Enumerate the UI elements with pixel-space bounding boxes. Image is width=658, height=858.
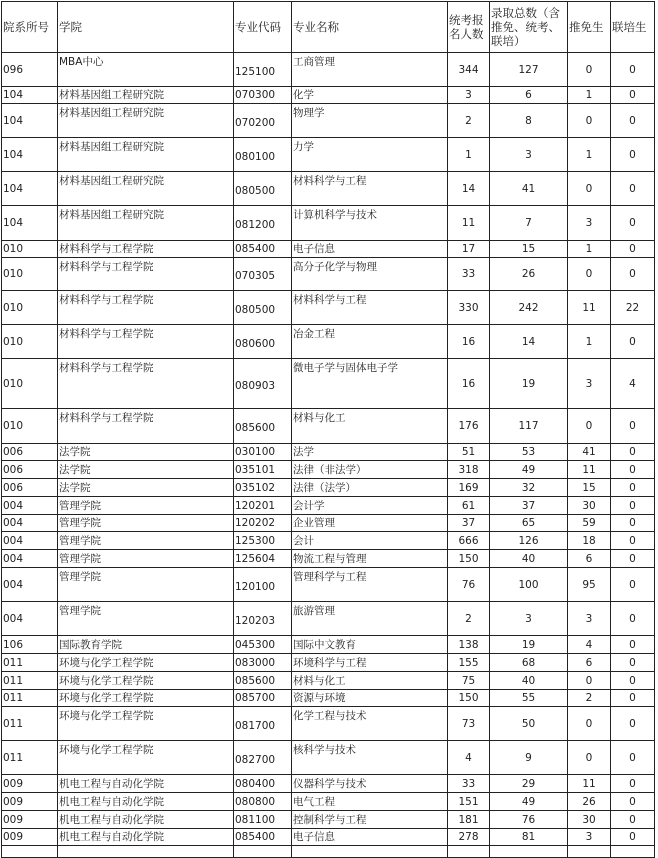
- cell-applicants: 155: [448, 654, 490, 672]
- table-row: [2, 497, 655, 515]
- cell-empty: [234, 846, 292, 858]
- cell-applicants: 150: [448, 690, 490, 707]
- cell-applicants: 14: [448, 172, 490, 206]
- cell-recommended: 1: [568, 138, 611, 172]
- cell-major-name: 会计学: [292, 497, 448, 515]
- cell-dept-no: 004: [2, 532, 58, 550]
- cell-dept-no: 104: [2, 138, 58, 172]
- cell-dept-no: 011: [2, 690, 58, 707]
- table-row: [2, 602, 655, 636]
- cell-major-name: 电子信息: [292, 241, 448, 258]
- cell-recommended: 0: [568, 172, 611, 206]
- cell-dept-no: 011: [2, 741, 58, 775]
- cell-dept-no: 006: [2, 479, 58, 497]
- cell-dept-no: 004: [2, 602, 58, 636]
- table-row: [2, 707, 655, 741]
- cell-joint: 0: [611, 793, 655, 811]
- cell-joint: 0: [611, 172, 655, 206]
- cell-dept-no: 009: [2, 793, 58, 811]
- cell-recommended: 26: [568, 793, 611, 811]
- header-dept-no: 院系所号: [2, 2, 58, 53]
- cell-joint: 0: [611, 479, 655, 497]
- cell-recommended: 41: [568, 444, 611, 461]
- table-row: [2, 104, 655, 138]
- cell-school: 材料科学与工程学院: [58, 291, 234, 325]
- cell-school: 管理学院: [58, 550, 234, 568]
- cell-school: 机电工程与自动化学院: [58, 793, 234, 811]
- cell-major-code: 083000: [234, 654, 292, 672]
- cell-major-code: 080600: [234, 325, 292, 359]
- table-row: [2, 636, 655, 654]
- cell-major-name: 管理科学与工程: [292, 568, 448, 602]
- cell-major-code: 080500: [234, 172, 292, 206]
- cell-empty: [490, 846, 568, 858]
- cell-joint: 0: [611, 409, 655, 444]
- cell-joint: 0: [611, 138, 655, 172]
- cell-major-code: 120201: [234, 497, 292, 515]
- cell-applicants: 17: [448, 241, 490, 258]
- table-row: [2, 206, 655, 241]
- cell-admitted-total: 49: [490, 461, 568, 479]
- cell-admitted-total: 14: [490, 325, 568, 359]
- table-row: [2, 409, 655, 444]
- cell-major-code: 085600: [234, 409, 292, 444]
- header-school: 学院: [58, 2, 234, 53]
- cell-recommended: 15: [568, 479, 611, 497]
- cell-applicants: 344: [448, 53, 490, 87]
- cell-dept-no: 010: [2, 409, 58, 444]
- cell-applicants: 666: [448, 532, 490, 550]
- header-row: [2, 2, 655, 53]
- cell-school: 管理学院: [58, 532, 234, 550]
- cell-joint: 0: [611, 461, 655, 479]
- table-row: [2, 775, 655, 793]
- cell-applicants: 138: [448, 636, 490, 654]
- cell-admitted-total: 100: [490, 568, 568, 602]
- cell-dept-no: 104: [2, 172, 58, 206]
- cell-school: 材料科学与工程学院: [58, 241, 234, 258]
- cell-joint: 0: [611, 690, 655, 707]
- cell-major-name: 仪器科学与技术: [292, 775, 448, 793]
- cell-major-name: 材料与化工: [292, 409, 448, 444]
- cell-dept-no: 011: [2, 654, 58, 672]
- cell-school: 材料科学与工程学院: [58, 409, 234, 444]
- cell-admitted-total: 50: [490, 707, 568, 741]
- cell-applicants: 278: [448, 829, 490, 846]
- cell-recommended: 6: [568, 550, 611, 568]
- cell-recommended: 0: [568, 104, 611, 138]
- cell-dept-no: 006: [2, 444, 58, 461]
- cell-school: 机电工程与自动化学院: [58, 829, 234, 846]
- cell-dept-no: 009: [2, 811, 58, 829]
- cell-admitted-total: 3: [490, 138, 568, 172]
- cell-school: 材料科学与工程学院: [58, 325, 234, 359]
- cell-dept-no: 106: [2, 636, 58, 654]
- cell-school: 材料基因组工程研究院: [58, 172, 234, 206]
- cell-applicants: 11: [448, 206, 490, 241]
- cell-school: 材料基因组工程研究院: [58, 206, 234, 241]
- header-recommended: 推免生: [568, 2, 611, 53]
- table-row: [2, 53, 655, 87]
- cell-school: MBA中心: [58, 53, 234, 87]
- cell-major-name: 计算机科学与技术: [292, 206, 448, 241]
- cell-applicants: 33: [448, 775, 490, 793]
- cell-major-code: 120202: [234, 515, 292, 532]
- cell-major-code: 035101: [234, 461, 292, 479]
- cell-joint: 0: [611, 444, 655, 461]
- cell-major-code: 085400: [234, 241, 292, 258]
- cell-dept-no: 009: [2, 775, 58, 793]
- cell-applicants: 176: [448, 409, 490, 444]
- cell-admitted-total: 26: [490, 258, 568, 291]
- cell-major-name: 电气工程: [292, 793, 448, 811]
- cell-major-name: 高分子化学与物理: [292, 258, 448, 291]
- cell-major-name: 旅游管理: [292, 602, 448, 636]
- cell-school: 国际教育学院: [58, 636, 234, 654]
- cell-school: 机电工程与自动化学院: [58, 811, 234, 829]
- cell-admitted-total: 49: [490, 793, 568, 811]
- cell-recommended: 4: [568, 636, 611, 654]
- cell-dept-no: 096: [2, 53, 58, 87]
- cell-joint: 0: [611, 568, 655, 602]
- cell-major-name: 材料科学与工程: [292, 291, 448, 325]
- table-row: [2, 672, 655, 690]
- cell-admitted-total: 37: [490, 497, 568, 515]
- cell-applicants: 76: [448, 568, 490, 602]
- cell-admitted-total: 68: [490, 654, 568, 672]
- cell-applicants: 61: [448, 497, 490, 515]
- cell-applicants: 51: [448, 444, 490, 461]
- table-row: [2, 829, 655, 846]
- cell-major-name: 控制科学与工程: [292, 811, 448, 829]
- cell-major-name: 法律（非法学）: [292, 461, 448, 479]
- cell-applicants: 330: [448, 291, 490, 325]
- cell-admitted-total: 41: [490, 172, 568, 206]
- header-major-code: 专业代码: [234, 2, 292, 53]
- cell-applicants: 2: [448, 602, 490, 636]
- cell-admitted-total: 19: [490, 359, 568, 409]
- cell-major-name: 物理学: [292, 104, 448, 138]
- cell-dept-no: 104: [2, 87, 58, 104]
- cell-joint: 22: [611, 291, 655, 325]
- cell-major-code: 080500: [234, 291, 292, 325]
- header-applicants: 统考报名人数: [448, 2, 490, 53]
- cell-major-name: 力学: [292, 138, 448, 172]
- table-row: [2, 291, 655, 325]
- cell-joint: 0: [611, 707, 655, 741]
- cell-admitted-total: 117: [490, 409, 568, 444]
- cell-joint: 0: [611, 241, 655, 258]
- cell-recommended: 3: [568, 602, 611, 636]
- cell-recommended: 30: [568, 811, 611, 829]
- cell-major-code: 080100: [234, 138, 292, 172]
- cell-joint: 0: [611, 602, 655, 636]
- cell-dept-no: 011: [2, 672, 58, 690]
- table-row: [2, 811, 655, 829]
- cell-major-name: 企业管理: [292, 515, 448, 532]
- cell-major-name: 工商管理: [292, 53, 448, 87]
- table-row: [2, 479, 655, 497]
- cell-school: 环境与化学工程学院: [58, 672, 234, 690]
- cell-admitted-total: 81: [490, 829, 568, 846]
- cell-school: 环境与化学工程学院: [58, 690, 234, 707]
- cell-major-code: 035102: [234, 479, 292, 497]
- cell-joint: 0: [611, 515, 655, 532]
- cell-school: 材料基因组工程研究院: [58, 104, 234, 138]
- cell-major-name: 化学工程与技术: [292, 707, 448, 741]
- cell-major-code: 082700: [234, 741, 292, 775]
- cell-admitted-total: 76: [490, 811, 568, 829]
- cell-major-code: 085700: [234, 690, 292, 707]
- cell-major-name: 电子信息: [292, 829, 448, 846]
- cell-major-name: 会计: [292, 532, 448, 550]
- cell-joint: 0: [611, 741, 655, 775]
- table-row: [2, 241, 655, 258]
- cell-applicants: 16: [448, 325, 490, 359]
- cell-dept-no: 010: [2, 241, 58, 258]
- cell-major-code: 070200: [234, 104, 292, 138]
- cell-admitted-total: 65: [490, 515, 568, 532]
- cell-school: 管理学院: [58, 568, 234, 602]
- cell-school: 环境与化学工程学院: [58, 707, 234, 741]
- cell-major-code: 120100: [234, 568, 292, 602]
- cell-major-code: 080800: [234, 793, 292, 811]
- cell-major-name: 法律（法学）: [292, 479, 448, 497]
- cell-major-code: 125300: [234, 532, 292, 550]
- cell-joint: 0: [611, 672, 655, 690]
- table-row-partial: [2, 846, 655, 858]
- cell-major-name: 化学: [292, 87, 448, 104]
- cell-major-name: 材料与化工: [292, 672, 448, 690]
- cell-recommended: 1: [568, 87, 611, 104]
- cell-applicants: 1: [448, 138, 490, 172]
- cell-school: 管理学院: [58, 515, 234, 532]
- cell-major-code: 085600: [234, 672, 292, 690]
- cell-dept-no: 104: [2, 104, 58, 138]
- cell-joint: 0: [611, 636, 655, 654]
- cell-applicants: 73: [448, 707, 490, 741]
- cell-admitted-total: 53: [490, 444, 568, 461]
- admission-table: [1, 1, 655, 858]
- table-row: [2, 258, 655, 291]
- cell-admitted-total: 3: [490, 602, 568, 636]
- cell-major-name: 法学: [292, 444, 448, 461]
- cell-school: 管理学院: [58, 497, 234, 515]
- cell-major-name: 环境科学与工程: [292, 654, 448, 672]
- cell-school: 材料科学与工程学院: [58, 359, 234, 409]
- cell-major-name: 材料科学与工程: [292, 172, 448, 206]
- cell-recommended: 3: [568, 206, 611, 241]
- cell-joint: 0: [611, 532, 655, 550]
- cell-recommended: 0: [568, 672, 611, 690]
- cell-major-name: 微电子学与固体电子学: [292, 359, 448, 409]
- table-row: [2, 359, 655, 409]
- cell-admitted-total: 7: [490, 206, 568, 241]
- cell-joint: 0: [611, 104, 655, 138]
- cell-joint: 0: [611, 654, 655, 672]
- cell-recommended: 3: [568, 829, 611, 846]
- cell-major-name: 资源与环境: [292, 690, 448, 707]
- cell-major-name: 核科学与技术: [292, 741, 448, 775]
- cell-major-code: 070305: [234, 258, 292, 291]
- cell-school: 法学院: [58, 444, 234, 461]
- cell-recommended: 11: [568, 291, 611, 325]
- cell-joint: 0: [611, 53, 655, 87]
- cell-applicants: 150: [448, 550, 490, 568]
- cell-admitted-total: 40: [490, 672, 568, 690]
- cell-recommended: 0: [568, 258, 611, 291]
- cell-admitted-total: 29: [490, 775, 568, 793]
- cell-school: 材料基因组工程研究院: [58, 87, 234, 104]
- cell-recommended: 11: [568, 775, 611, 793]
- cell-applicants: 4: [448, 741, 490, 775]
- table-row: [2, 532, 655, 550]
- header-joint: 联培生: [611, 2, 655, 53]
- table-row: [2, 138, 655, 172]
- table-row: [2, 444, 655, 461]
- cell-school: 管理学院: [58, 602, 234, 636]
- cell-joint: 0: [611, 87, 655, 104]
- cell-joint: 0: [611, 829, 655, 846]
- cell-admitted-total: 32: [490, 479, 568, 497]
- cell-dept-no: 104: [2, 206, 58, 241]
- table-row: [2, 515, 655, 532]
- cell-joint: 4: [611, 359, 655, 409]
- cell-dept-no: 006: [2, 461, 58, 479]
- cell-major-code: 085400: [234, 829, 292, 846]
- cell-empty: [568, 846, 611, 858]
- cell-dept-no: 010: [2, 359, 58, 409]
- cell-recommended: 0: [568, 53, 611, 87]
- cell-admitted-total: 55: [490, 690, 568, 707]
- cell-empty: [58, 846, 234, 858]
- cell-applicants: 37: [448, 515, 490, 532]
- cell-admitted-total: 242: [490, 291, 568, 325]
- cell-dept-no: 004: [2, 568, 58, 602]
- table-row: [2, 568, 655, 602]
- table-row: [2, 461, 655, 479]
- cell-empty: [2, 846, 58, 858]
- table-row: [2, 654, 655, 672]
- cell-admitted-total: 8: [490, 104, 568, 138]
- cell-recommended: 3: [568, 359, 611, 409]
- cell-applicants: 33: [448, 258, 490, 291]
- cell-applicants: 181: [448, 811, 490, 829]
- table-row: [2, 325, 655, 359]
- table-row: [2, 172, 655, 206]
- cell-major-code: 125100: [234, 53, 292, 87]
- cell-dept-no: 009: [2, 829, 58, 846]
- cell-dept-no: 004: [2, 550, 58, 568]
- cell-applicants: 169: [448, 479, 490, 497]
- table-row: [2, 793, 655, 811]
- table-row: [2, 690, 655, 707]
- cell-dept-no: 010: [2, 258, 58, 291]
- cell-joint: 0: [611, 206, 655, 241]
- cell-school: 环境与化学工程学院: [58, 741, 234, 775]
- cell-school: 法学院: [58, 461, 234, 479]
- cell-empty: [292, 846, 448, 858]
- header-admitted-total: 录取总数（含推免、统考、联培）: [490, 2, 568, 53]
- cell-recommended: 18: [568, 532, 611, 550]
- cell-joint: 0: [611, 550, 655, 568]
- cell-major-name: 冶金工程: [292, 325, 448, 359]
- cell-applicants: 318: [448, 461, 490, 479]
- cell-admitted-total: 19: [490, 636, 568, 654]
- cell-applicants: 2: [448, 104, 490, 138]
- cell-recommended: 30: [568, 497, 611, 515]
- cell-recommended: 95: [568, 568, 611, 602]
- cell-applicants: 3: [448, 87, 490, 104]
- cell-recommended: 59: [568, 515, 611, 532]
- cell-major-name: 国际中文教育: [292, 636, 448, 654]
- cell-recommended: 0: [568, 409, 611, 444]
- cell-recommended: 11: [568, 461, 611, 479]
- cell-school: 法学院: [58, 479, 234, 497]
- cell-dept-no: 010: [2, 325, 58, 359]
- cell-dept-no: 011: [2, 707, 58, 741]
- cell-dept-no: 004: [2, 515, 58, 532]
- cell-joint: 0: [611, 325, 655, 359]
- cell-joint: 0: [611, 811, 655, 829]
- cell-major-code: 120203: [234, 602, 292, 636]
- cell-applicants: 151: [448, 793, 490, 811]
- cell-recommended: 1: [568, 241, 611, 258]
- cell-dept-no: 004: [2, 497, 58, 515]
- cell-major-code: 080400: [234, 775, 292, 793]
- table-row: [2, 550, 655, 568]
- cell-major-name: 物流工程与管理: [292, 550, 448, 568]
- cell-admitted-total: 127: [490, 53, 568, 87]
- cell-major-code: 081700: [234, 707, 292, 741]
- cell-school: 环境与化学工程学院: [58, 654, 234, 672]
- cell-joint: 0: [611, 497, 655, 515]
- cell-recommended: 0: [568, 741, 611, 775]
- cell-major-code: 081200: [234, 206, 292, 241]
- cell-recommended: 2: [568, 690, 611, 707]
- cell-major-code: 081100: [234, 811, 292, 829]
- cell-admitted-total: 15: [490, 241, 568, 258]
- cell-admitted-total: 126: [490, 532, 568, 550]
- cell-major-code: 030100: [234, 444, 292, 461]
- cell-joint: 0: [611, 775, 655, 793]
- cell-recommended: 6: [568, 654, 611, 672]
- cell-major-code: 080903: [234, 359, 292, 409]
- cell-major-code: 045300: [234, 636, 292, 654]
- table-row: [2, 741, 655, 775]
- cell-school: 材料基因组工程研究院: [58, 138, 234, 172]
- cell-major-code: 070300: [234, 87, 292, 104]
- cell-applicants: 16: [448, 359, 490, 409]
- cell-dept-no: 010: [2, 291, 58, 325]
- cell-major-code: 125604: [234, 550, 292, 568]
- cell-school: 材料科学与工程学院: [58, 258, 234, 291]
- cell-empty: [448, 846, 490, 858]
- cell-admitted-total: 40: [490, 550, 568, 568]
- cell-admitted-total: 6: [490, 87, 568, 104]
- cell-joint: 0: [611, 258, 655, 291]
- cell-applicants: 75: [448, 672, 490, 690]
- table-row: [2, 87, 655, 104]
- cell-admitted-total: 9: [490, 741, 568, 775]
- cell-empty: [611, 846, 655, 858]
- header-major-name: 专业名称: [292, 2, 448, 53]
- cell-recommended: 1: [568, 325, 611, 359]
- cell-school: 机电工程与自动化学院: [58, 775, 234, 793]
- cell-recommended: 0: [568, 707, 611, 741]
